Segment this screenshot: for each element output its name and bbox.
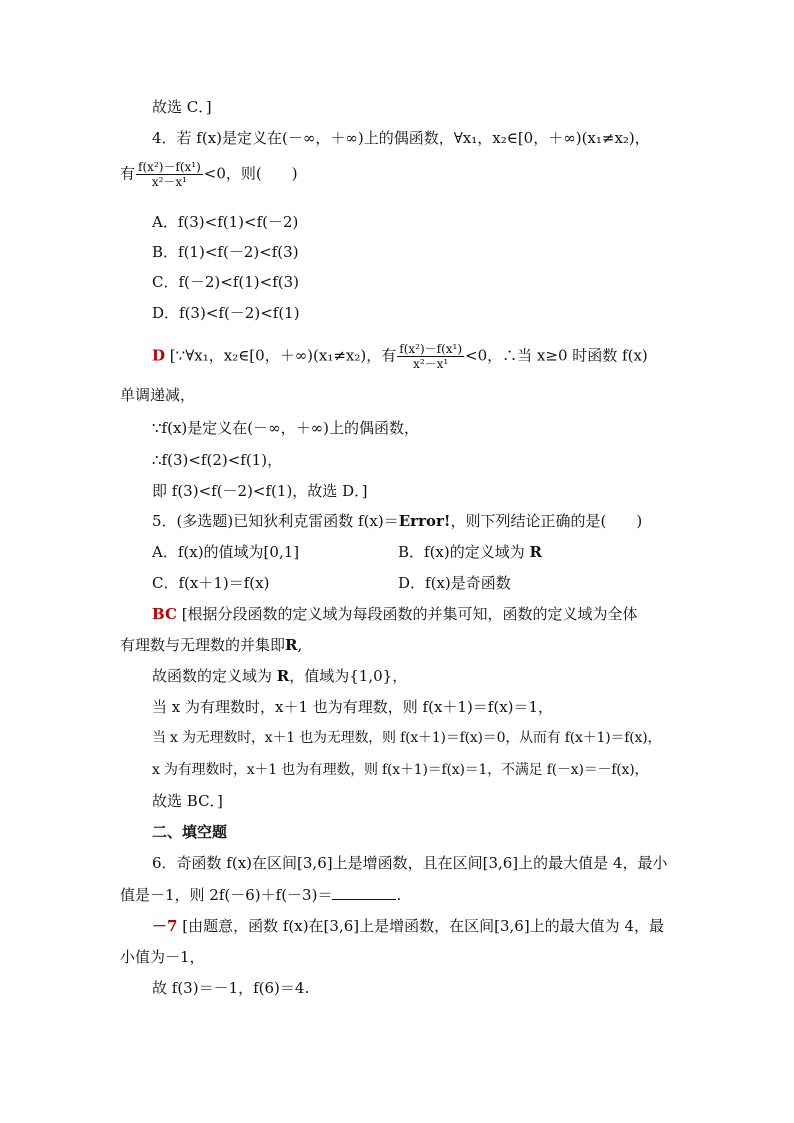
answer-4-line bbox=[152, 342, 648, 371]
text-span: 5．(多选题)已知狄利克雷函数 f(x)＝ bbox=[152, 512, 399, 530]
text-span: 有理数与无理数的并集即 bbox=[120, 636, 286, 654]
section-heading: 二、填空题 bbox=[152, 823, 228, 841]
option-a: A．f(3)<f(1)<f(－2) bbox=[152, 213, 299, 231]
text-span: <0，∴当 x≥0 时函数 f(x) bbox=[465, 346, 648, 365]
text-span: ，则下列结论正确的是( ) bbox=[450, 512, 643, 530]
text-line: 小值为－1， bbox=[120, 948, 205, 966]
fraction-numerator: f(x²)－f(x¹) bbox=[138, 160, 201, 174]
text-line: 当 x 为无理数时，x＋1 也为无理数，则 f(x＋1)＝f(x)＝0，从而有 f(x＋1)＝f(x)， bbox=[152, 730, 662, 746]
answer-blank bbox=[332, 885, 396, 900]
option-d: D．f(x)是奇函数 bbox=[398, 574, 511, 592]
text-line: 故选 BC．] bbox=[152, 792, 223, 810]
fraction-denominator: x²－x¹ bbox=[151, 175, 187, 189]
text-line: ∵f(x)是定义在(－∞，＋∞)上的偶函数， bbox=[152, 419, 419, 437]
text-line: 故选 C．] bbox=[152, 98, 212, 116]
fraction bbox=[397, 342, 464, 371]
text-span: 故函数的定义域为 bbox=[152, 667, 273, 685]
set-symbol: R bbox=[276, 667, 290, 685]
fraction-numerator: f(x²)－f(x¹) bbox=[399, 342, 463, 356]
fraction bbox=[136, 160, 203, 189]
text-span: B．f(x)的定义域为 bbox=[398, 543, 525, 561]
text-span: [∵∀x₁，x₂∈[0，＋∞)(x₁≠x₂)，有 bbox=[169, 346, 397, 365]
text-span: . bbox=[396, 886, 402, 904]
question-4-stem: 4．若 f(x)是定义在(－∞，＋∞)上的偶函数，∀x₁，x₂∈[0，＋∞)(x₁≠x₂)， bbox=[152, 129, 650, 147]
error-field: Error! bbox=[398, 512, 451, 530]
text-span: 有 bbox=[120, 164, 136, 183]
text-line: 即 f(3)<f(－2)<f(1)，故选 D．] bbox=[152, 482, 368, 500]
answer-label: －7 bbox=[152, 917, 178, 935]
question-6-stem: 6．奇函数 f(x)在区间[3,6]上是增函数，且在区间[3,6]上的最大值是 4，最小 bbox=[152, 854, 668, 872]
fraction-denominator: x²－x¹ bbox=[413, 357, 449, 371]
text-line bbox=[120, 635, 302, 655]
set-symbol: R bbox=[529, 543, 542, 561]
option-b bbox=[398, 542, 542, 562]
text-line: 当 x 为有理数时，x＋1 也为有理数，则 f(x＋1)＝f(x)＝1， bbox=[152, 698, 554, 716]
text-span: ，值域为{1,0}， bbox=[289, 667, 408, 685]
text-line bbox=[152, 666, 407, 686]
answer-6-line bbox=[152, 916, 664, 936]
option-c: C．f(－2)<f(1)<f(3) bbox=[152, 273, 300, 291]
text-span: , bbox=[297, 636, 303, 654]
question-6-stem-cont bbox=[120, 885, 401, 905]
answer-5-line bbox=[152, 604, 638, 624]
set-symbol: R bbox=[285, 636, 298, 654]
option-c: C．f(x＋1)＝f(x) bbox=[152, 574, 270, 592]
question-5-stem bbox=[152, 511, 642, 531]
option-a: A．f(x)的值域为[0,1] bbox=[152, 543, 300, 561]
question-4-condition bbox=[120, 160, 298, 189]
option-d: D．f(3)<f(－2)<f(1) bbox=[152, 304, 300, 322]
text-line: ∴f(3)<f(2)<f(1)， bbox=[152, 451, 283, 469]
text-line: 故 f(3)＝－1，f(6)＝4. bbox=[152, 979, 310, 997]
option-b: B．f(1)<f(－2)<f(3) bbox=[152, 243, 299, 261]
text-line: x 为有理数时，x＋1 也为有理数，则 f(x＋1)＝f(x)＝1，不满足 f(－x)＝－f(x)， bbox=[152, 762, 649, 778]
text-span: [由题意，函数 f(x)在[3,6]上是增函数，在区间[3,6]上的最大值为 4，最 bbox=[182, 917, 664, 935]
text-span: <0，则( ) bbox=[203, 164, 298, 183]
text-span: 值是－1，则 2f(－6)＋f(－3)＝ bbox=[120, 886, 333, 904]
text-line: 单调递减， bbox=[120, 386, 196, 404]
answer-label: BC bbox=[152, 605, 177, 623]
text-span: [根据分段函数的定义域为每段函数的并集可知，函数的定义域为全体 bbox=[181, 605, 638, 623]
answer-label: D bbox=[152, 346, 166, 365]
